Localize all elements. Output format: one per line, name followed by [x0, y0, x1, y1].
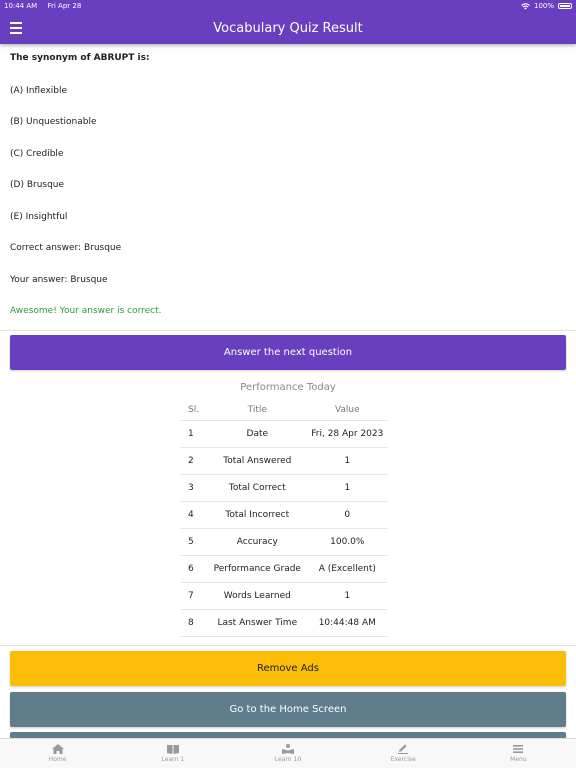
cell-value: 0 — [307, 501, 388, 528]
tab-learn-1[interactable] — [115, 739, 230, 768]
home-icon — [52, 744, 64, 754]
page-title: Vocabulary Quiz Result — [213, 20, 363, 36]
wifi-icon — [521, 3, 530, 10]
remove-ads-button[interactable]: Remove Ads — [10, 651, 566, 686]
tab-home[interactable] — [0, 739, 115, 768]
header-value: Value — [334, 404, 360, 415]
status-bar — [0, 0, 576, 12]
cell-value: 1 — [307, 474, 388, 501]
table-row — [180, 501, 388, 528]
option-d: (D) Brusque — [10, 180, 65, 190]
cell-title: Total Answered — [208, 447, 307, 474]
hamburger-icon[interactable] — [10, 21, 22, 35]
option-a: (A) Inflexible — [10, 86, 68, 96]
cell-title: Total Correct — [208, 474, 307, 501]
app-bar — [0, 12, 576, 44]
table-header — [180, 400, 388, 420]
cell-title: Last Answer Time — [208, 609, 307, 636]
battery-percent: 100% — [533, 2, 554, 10]
divider — [0, 645, 576, 646]
status-time: 10:44 AM — [4, 2, 38, 10]
tab-bar — [0, 738, 576, 768]
your-answer: Your answer: Brusque — [10, 275, 108, 285]
correct-answer: Correct answer: Brusque — [10, 243, 122, 253]
tab-label: Home — [48, 756, 67, 763]
cell-value: 1 — [307, 582, 388, 609]
cell-value: 1 — [307, 447, 388, 474]
cell-title: Accuracy — [208, 528, 307, 555]
home-screen-button[interactable]: Go to the Home Screen — [10, 692, 566, 727]
cell-sl: 4 — [180, 501, 208, 528]
tab-label: Learn 1 — [161, 756, 185, 763]
table-row — [180, 582, 388, 609]
cell-sl: 3 — [180, 474, 208, 501]
cell-title: Words Learned — [208, 582, 307, 609]
book-icon — [167, 744, 179, 754]
header-title: Title — [247, 404, 267, 415]
table-row — [180, 474, 388, 501]
tab-label: Menu — [510, 756, 527, 763]
cell-sl: 2 — [180, 447, 208, 474]
result-message: Awesome! Your answer is correct. — [10, 306, 162, 316]
tab-menu[interactable] — [461, 739, 576, 768]
pencil-icon — [397, 744, 409, 754]
battery-icon — [558, 3, 572, 9]
option-c: (C) Credible — [10, 149, 64, 159]
menu-icon — [512, 744, 524, 754]
table-row — [180, 528, 388, 555]
status-date: Fri Apr 28 — [47, 2, 82, 10]
header-sl: Sl. — [188, 404, 200, 415]
performance-title: Performance Today — [240, 382, 336, 393]
cell-sl: 1 — [180, 420, 208, 447]
tab-label: Learn 10 — [274, 756, 302, 763]
table-row — [180, 447, 388, 474]
table-row — [180, 420, 388, 447]
question-text: The synonym of ABRUPT is: — [10, 53, 150, 63]
table-row — [180, 555, 388, 582]
table-row — [180, 609, 388, 636]
reader-icon — [282, 744, 294, 754]
cell-title: Performance Grade — [208, 555, 307, 582]
cell-title: Total Incorrect — [208, 501, 307, 528]
cell-value: Fri, 28 Apr 2023 — [307, 420, 388, 447]
tab-learn-10[interactable] — [230, 739, 345, 768]
option-e: (E) Insightful — [10, 212, 68, 222]
performance-table — [180, 400, 388, 637]
cell-title: Date — [208, 420, 307, 447]
cell-value: A (Excellent) — [307, 555, 388, 582]
cell-sl: 8 — [180, 609, 208, 636]
tab-exercise[interactable] — [346, 739, 461, 768]
option-b: (B) Unquestionable — [10, 117, 97, 127]
next-question-button[interactable]: Answer the next question — [10, 335, 566, 370]
cell-sl: 6 — [180, 555, 208, 582]
cell-sl: 5 — [180, 528, 208, 555]
divider — [0, 330, 576, 331]
cell-sl: 7 — [180, 582, 208, 609]
cell-value: 10:44:48 AM — [307, 609, 388, 636]
tab-label: Exercise — [390, 756, 416, 763]
cell-value: 100.0% — [307, 528, 388, 555]
